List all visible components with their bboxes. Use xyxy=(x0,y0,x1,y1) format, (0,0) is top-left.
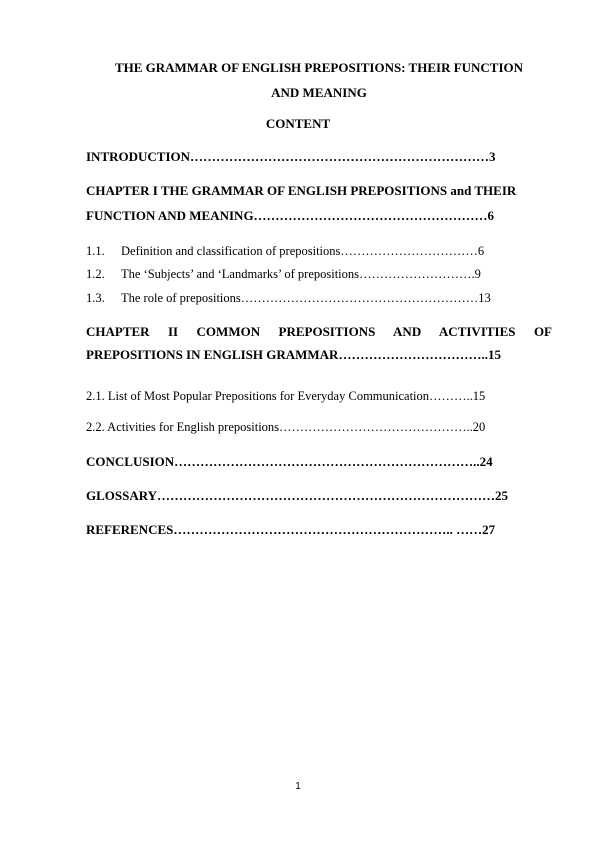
toc-entry-chapter1-line2: FUNCTION AND MEANING………………………………………………6 xyxy=(86,208,495,223)
toc-entry-1-2 xyxy=(86,264,481,284)
toc-number: 1.3. xyxy=(86,291,105,305)
toc-entry-chapter1-line1: CHAPTER I THE GRAMMAR OF ENGLISH PREPOSITIONS and THEIR xyxy=(86,183,517,198)
toc-entry-introduction: INTRODUCTION……………………………………………………………3 xyxy=(86,149,496,164)
toc-text: The ‘Subjects’ and ‘Landmarks’ of prepositions……………………….9 xyxy=(121,267,481,281)
toc-entry-chapter2-line1: CHAPTER II COMMON PREPOSITIONS AND ACTIVITIES OF xyxy=(86,324,552,339)
toc-entry-2-1: 2.1. List of Most Popular Prepositions for Everyday Communication………..15 xyxy=(86,389,486,403)
toc-text: The role of prepositions…………………………………………………13 xyxy=(121,291,491,305)
content-heading: CONTENT xyxy=(265,116,331,131)
page-number: 1 xyxy=(295,781,301,792)
toc-entry-glossary: GLOSSARY……………………………………………………………………25 xyxy=(86,488,509,503)
toc-text: Definition and classification of prepositions……………………………6 xyxy=(121,244,485,258)
toc-number: 1.2. xyxy=(86,267,105,281)
title-line-2: AND MEANING xyxy=(271,85,367,100)
title-line-1: THE GRAMMAR OF ENGLISH PREPOSITIONS: THEIR FUNCTION xyxy=(114,60,524,75)
toc-entry-references: REFERENCES……………………………………………………….. ……27 xyxy=(86,522,496,537)
toc-entry-1-1 xyxy=(86,241,484,261)
toc-entry-conclusion: CONCLUSION……………………………………………………………..24 xyxy=(86,454,493,469)
toc-entry-2-2: 2.2. Activities for English prepositions………………………………………..20 xyxy=(86,420,486,434)
toc-entry-chapter2-line2: PREPOSITIONS IN ENGLISH GRAMMAR……………………………..15 xyxy=(86,347,501,362)
document-title xyxy=(86,55,552,105)
toc-number: 1.1. xyxy=(86,244,105,258)
toc-entry-1-3 xyxy=(86,288,491,308)
